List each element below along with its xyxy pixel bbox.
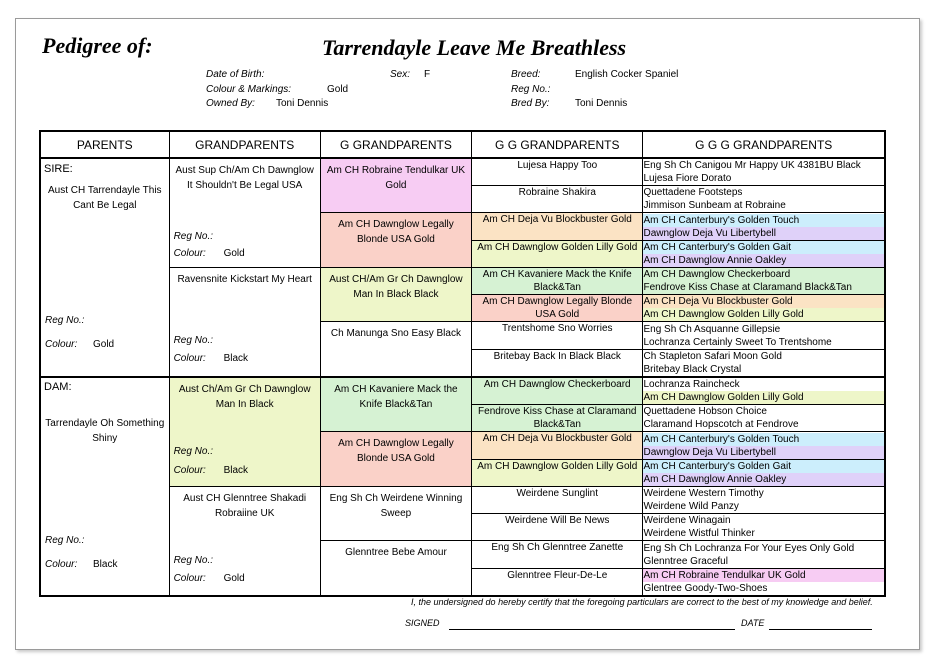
gggrandparent-name: Trentshome Sno Worries (501, 323, 613, 334)
grandparent-cell (169, 487, 320, 597)
ggggrandparent-name: Lochranza Certainly Sweet To Trentshome (643, 336, 832, 348)
owned-by-label: Owned By: (206, 98, 255, 109)
signed-label: SIGNED (405, 618, 440, 628)
ggrandparent-cell (320, 377, 471, 432)
ggrandparent-name: Glenntree Bebe Amour (345, 547, 447, 558)
owned-by-value: Toni Dennis (276, 98, 329, 109)
sire-name: Aust CH Tarrendayle This Cant Be Legal (47, 185, 162, 211)
col-header-g-grandparents: G GRANDPARENTS (320, 131, 471, 158)
signature-line[interactable] (449, 629, 735, 630)
ggggrandparent-name: Dawnglow Deja Vu Libertybell (643, 446, 884, 459)
grandparent-cell (169, 268, 320, 378)
ggggrandparent-name: Claramand Hopscotch at Fendrove (643, 419, 799, 430)
ggrandparent-name: Am CH Kavaniere Mack the Knife Black&Tan (334, 384, 458, 410)
ggggrandparent-name: Am CH Canterbury's Golden Touch (643, 433, 884, 446)
grandparent-name: Aust CH Glenntree Shakadi Robraiine UK (183, 493, 307, 519)
ggggrandparent-cell (643, 158, 885, 186)
ggrandparent-cell (320, 487, 471, 541)
ggggrandparent-name: Eng Sh Ch Asquanne Gillepsie (643, 323, 781, 335)
dam-name: Tarrendayle Oh Something Shiny (45, 418, 165, 444)
ggggrandparent-name: Weirdene Wild Panzy (643, 501, 739, 512)
breed-value: English Cocker Spaniel (575, 69, 679, 80)
sire-cell (40, 158, 169, 377)
ggrandparent-cell (320, 432, 471, 487)
ggggrandparent-cell (643, 460, 885, 487)
ggggrandparent-name: Britebay Black Crystal (643, 364, 742, 375)
dam-colour-value: Black (93, 559, 118, 570)
ggggrandparent-name: Am CH Dawnglow Annie Oakley (643, 473, 884, 486)
ggggrandparent-cell (643, 487, 885, 514)
grandparent-colour-label: Colour: (173, 353, 206, 364)
ggggrandparent-name: Weirdene Wistful Thinker (643, 528, 755, 539)
ggrandparent-cell (320, 268, 471, 322)
col-header-parents: PARENTS (40, 131, 169, 158)
grandparent-colour-label: Colour: (173, 573, 206, 584)
gggrandparent-cell (472, 268, 643, 295)
grandparent-colour-value: Black (223, 465, 249, 476)
ggrandparent-name: Ch Manunga Sno Easy Black (330, 328, 461, 339)
bred-by-label: Bred By: (511, 98, 550, 109)
grandparent-reg-label: Reg No.: (173, 555, 214, 566)
ggggrandparent-cell (643, 186, 885, 213)
ggggrandparent-cell (643, 213, 885, 241)
gggrandparent-name: Am CH Dawnglow Golden Lilly Gold (477, 242, 638, 253)
gggrandparent-name: Robraine Shakira (518, 187, 596, 198)
ggggrandparent-name: Eng Sh Ch Lochranza For Your Eyes Only Gold (643, 542, 855, 554)
sex-label: Sex: (390, 69, 411, 80)
ggggrandparent-name: Ch Stapleton Safari Moon Gold (643, 351, 782, 362)
gggrandparent-cell (472, 432, 643, 460)
ggggrandparent-name: Am CH Dawnglow Golden Lilly Gold (643, 308, 884, 321)
ggggrandparent-name: Jimmison Sunbeam at Robraine (643, 200, 786, 211)
ggrandparent-name: Am CH Dawnglow Legally Blonde USA Gold (338, 219, 454, 245)
ggggrandparent-name: Dawnglow Deja Vu Libertybell (643, 227, 884, 240)
dam-heading: DAM: (44, 381, 72, 393)
gggrandparent-name: Fendrove Kiss Chase at Claramand Black&Tan (478, 406, 637, 430)
gggrandparent-name: Am CH Dawnglow Checkerboard (483, 379, 631, 390)
gggrandparent-name: Am CH Kavaniere Mack the Knife Black&Tan (482, 269, 632, 293)
gggrandparent-cell (472, 541, 643, 569)
col-header-gg-grandparents: G G GRANDPARENTS (472, 131, 643, 158)
ggggrandparent-name: Glentree Goody-Two-Shoes (643, 583, 768, 594)
ggggrandparent-name: Lochranza Raincheck (643, 379, 740, 390)
pedigree-table (39, 130, 886, 597)
ggggrandparent-cell (643, 295, 885, 322)
dam-reg-label: Reg No.: (45, 535, 85, 546)
ggggrandparent-name: Glenntree Graceful (643, 555, 728, 567)
gggrandparent-name: Eng Sh Ch Glenntree Zanette (491, 542, 624, 553)
ggggrandparent-name: Am CH Deja Vu Blockbuster Gold (643, 295, 884, 308)
ggggrandparent-name: Am CH Robraine Tendulkar UK Gold (643, 569, 884, 582)
ggggrandparent-name: Fendrove Kiss Chase at Claramand Black&Tan (643, 281, 884, 294)
dog-name: Tarrendayle Leave Me Breathless (322, 35, 627, 60)
grandparent-name: Aust Ch/Am Gr Ch Dawnglow Man In Black (178, 384, 311, 410)
gggrandparent-cell (472, 377, 643, 405)
ggggrandparent-cell (643, 541, 885, 569)
ggrandparent-cell (320, 158, 471, 213)
colour-markings-value: Gold (327, 84, 349, 95)
gggrandparent-name: Am CH Dawnglow Golden Lilly Gold (477, 461, 638, 472)
ggggrandparent-cell (643, 377, 885, 405)
col-header-grandparents: GRANDPARENTS (169, 131, 320, 158)
grandparent-name: Aust Sup Ch/Am Ch Dawnglow It Shouldn't Be Legal USA (175, 165, 314, 191)
ggrandparent-cell (320, 541, 471, 597)
grandparent-colour-value: Black (223, 353, 249, 364)
dam-cell (40, 377, 169, 596)
grandparent-colour-label: Colour: (173, 465, 206, 476)
sire-colour-value: Gold (93, 339, 115, 350)
gggrandparent-name: Am CH Dawnglow Legally Blonde USA Gold (482, 296, 633, 320)
ggggrandparent-name: Weirdene Western Timothy (643, 488, 764, 499)
ggggrandparent-cell (643, 405, 885, 432)
grandparent-colour-label: Colour: (173, 248, 206, 259)
grandparent-cell (169, 377, 320, 487)
dam-colour-label: Colour: (45, 559, 78, 570)
gggrandparent-cell (472, 241, 643, 268)
grandparent-cell (169, 158, 320, 268)
ggggrandparent-name: Am CH Canterbury's Golden Touch (643, 214, 884, 227)
ggggrandparent-cell (643, 268, 885, 295)
ggrandparent-name: Am CH Dawnglow Legally Blonde USA Gold (338, 438, 454, 464)
ggggrandparent-name: Quettadene Footsteps (643, 187, 743, 198)
grandparent-reg-label: Reg No.: (173, 231, 214, 242)
ggggrandparent-name: Weirdene Winagain (643, 515, 731, 526)
ggrandparent-name: Eng Sh Ch Weirdene Winning Sweep (329, 493, 463, 519)
sire-reg-label: Reg No.: (45, 315, 85, 326)
ggrandparent-cell (320, 213, 471, 268)
date-line[interactable] (769, 629, 872, 630)
col-header-ggg-grandparents: G G G GRANDPARENTS (643, 131, 885, 158)
ggggrandparent-name: Am CH Dawnglow Annie Oakley (643, 254, 884, 267)
ggggrandparent-cell (643, 432, 885, 460)
dob-label: Date of Birth: (206, 69, 265, 80)
pedigree-label: Pedigree of: (42, 33, 153, 58)
gggrandparent-cell (472, 213, 643, 241)
gggrandparent-name: Am CH Deja Vu Blockbuster Gold (482, 214, 632, 225)
grandparent-name: Ravensnite Kickstart My Heart (177, 274, 312, 285)
date-label: DATE (741, 618, 765, 628)
gggrandparent-name: Britebay Back In Black Black (493, 351, 621, 362)
gggrandparent-cell (472, 295, 643, 322)
gggrandparent-cell (472, 350, 643, 378)
ggggrandparent-cell (643, 241, 885, 268)
grandparent-reg-label: Reg No.: (173, 446, 214, 457)
ggggrandparent-name: Eng Sh Ch Canigou Mr Happy UK 4381BU Black (643, 160, 861, 171)
gggrandparent-cell (472, 322, 643, 350)
ggggrandparent-cell (643, 322, 885, 350)
ggrandparent-name: Aust CH/Am Gr Ch Dawnglow Man In Black Black (329, 274, 463, 300)
sex-value: F (424, 69, 431, 80)
gggrandparent-name: Am CH Deja Vu Blockbuster Gold (482, 433, 632, 444)
gggrandparent-name: Lujesa Happy Too (517, 160, 598, 171)
ggrandparent-name: Am CH Robraine Tendulkar UK Gold (326, 165, 466, 191)
gggrandparent-cell (472, 186, 643, 213)
ggggrandparent-cell (643, 350, 885, 378)
ggggrandparent-cell (643, 514, 885, 541)
gggrandparent-name: Weirdene Sunglint (516, 488, 599, 499)
reg-no-label: Reg No.: (511, 84, 551, 95)
certification-text: I, the undersigned do hereby certify that the foregoing particulars are correct to the best of my knowledge and belief. (411, 597, 873, 607)
gggrandparent-cell (472, 158, 643, 186)
bred-by-value: Toni Dennis (575, 98, 628, 109)
ggggrandparent-name: Am CH Canterbury's Golden Gait (643, 460, 884, 473)
gggrandparent-cell (472, 460, 643, 487)
gggrandparent-cell (472, 487, 643, 514)
gggrandparent-cell (472, 514, 643, 541)
grandparent-reg-label: Reg No.: (173, 335, 214, 346)
breed-label: Breed: (511, 69, 541, 80)
gggrandparent-name: Glenntree Fleur-De-Le (507, 570, 608, 581)
sire-heading: SIRE: (44, 163, 73, 175)
grandparent-colour-value: Gold (223, 248, 245, 259)
gggrandparent-cell (472, 405, 643, 432)
ggggrandparent-name: Lujesa Fiore Dorato (643, 173, 732, 184)
ggggrandparent-name: Am CH Dawnglow Golden Lilly Gold (643, 391, 884, 404)
sire-colour-label: Colour: (45, 339, 78, 350)
ggggrandparent-name: Quettadene Hobson Choice (643, 406, 767, 417)
grandparent-colour-value: Gold (223, 573, 245, 584)
ggrandparent-cell (320, 322, 471, 378)
ggggrandparent-cell (643, 569, 885, 597)
ggggrandparent-name: Am CH Canterbury's Golden Gait (643, 241, 884, 254)
gggrandparent-name: Weirdene Will Be News (505, 515, 610, 526)
colour-markings-label: Colour & Markings: (206, 84, 292, 95)
gggrandparent-cell (472, 569, 643, 597)
ggggrandparent-name: Am CH Dawnglow Checkerboard (643, 268, 884, 281)
